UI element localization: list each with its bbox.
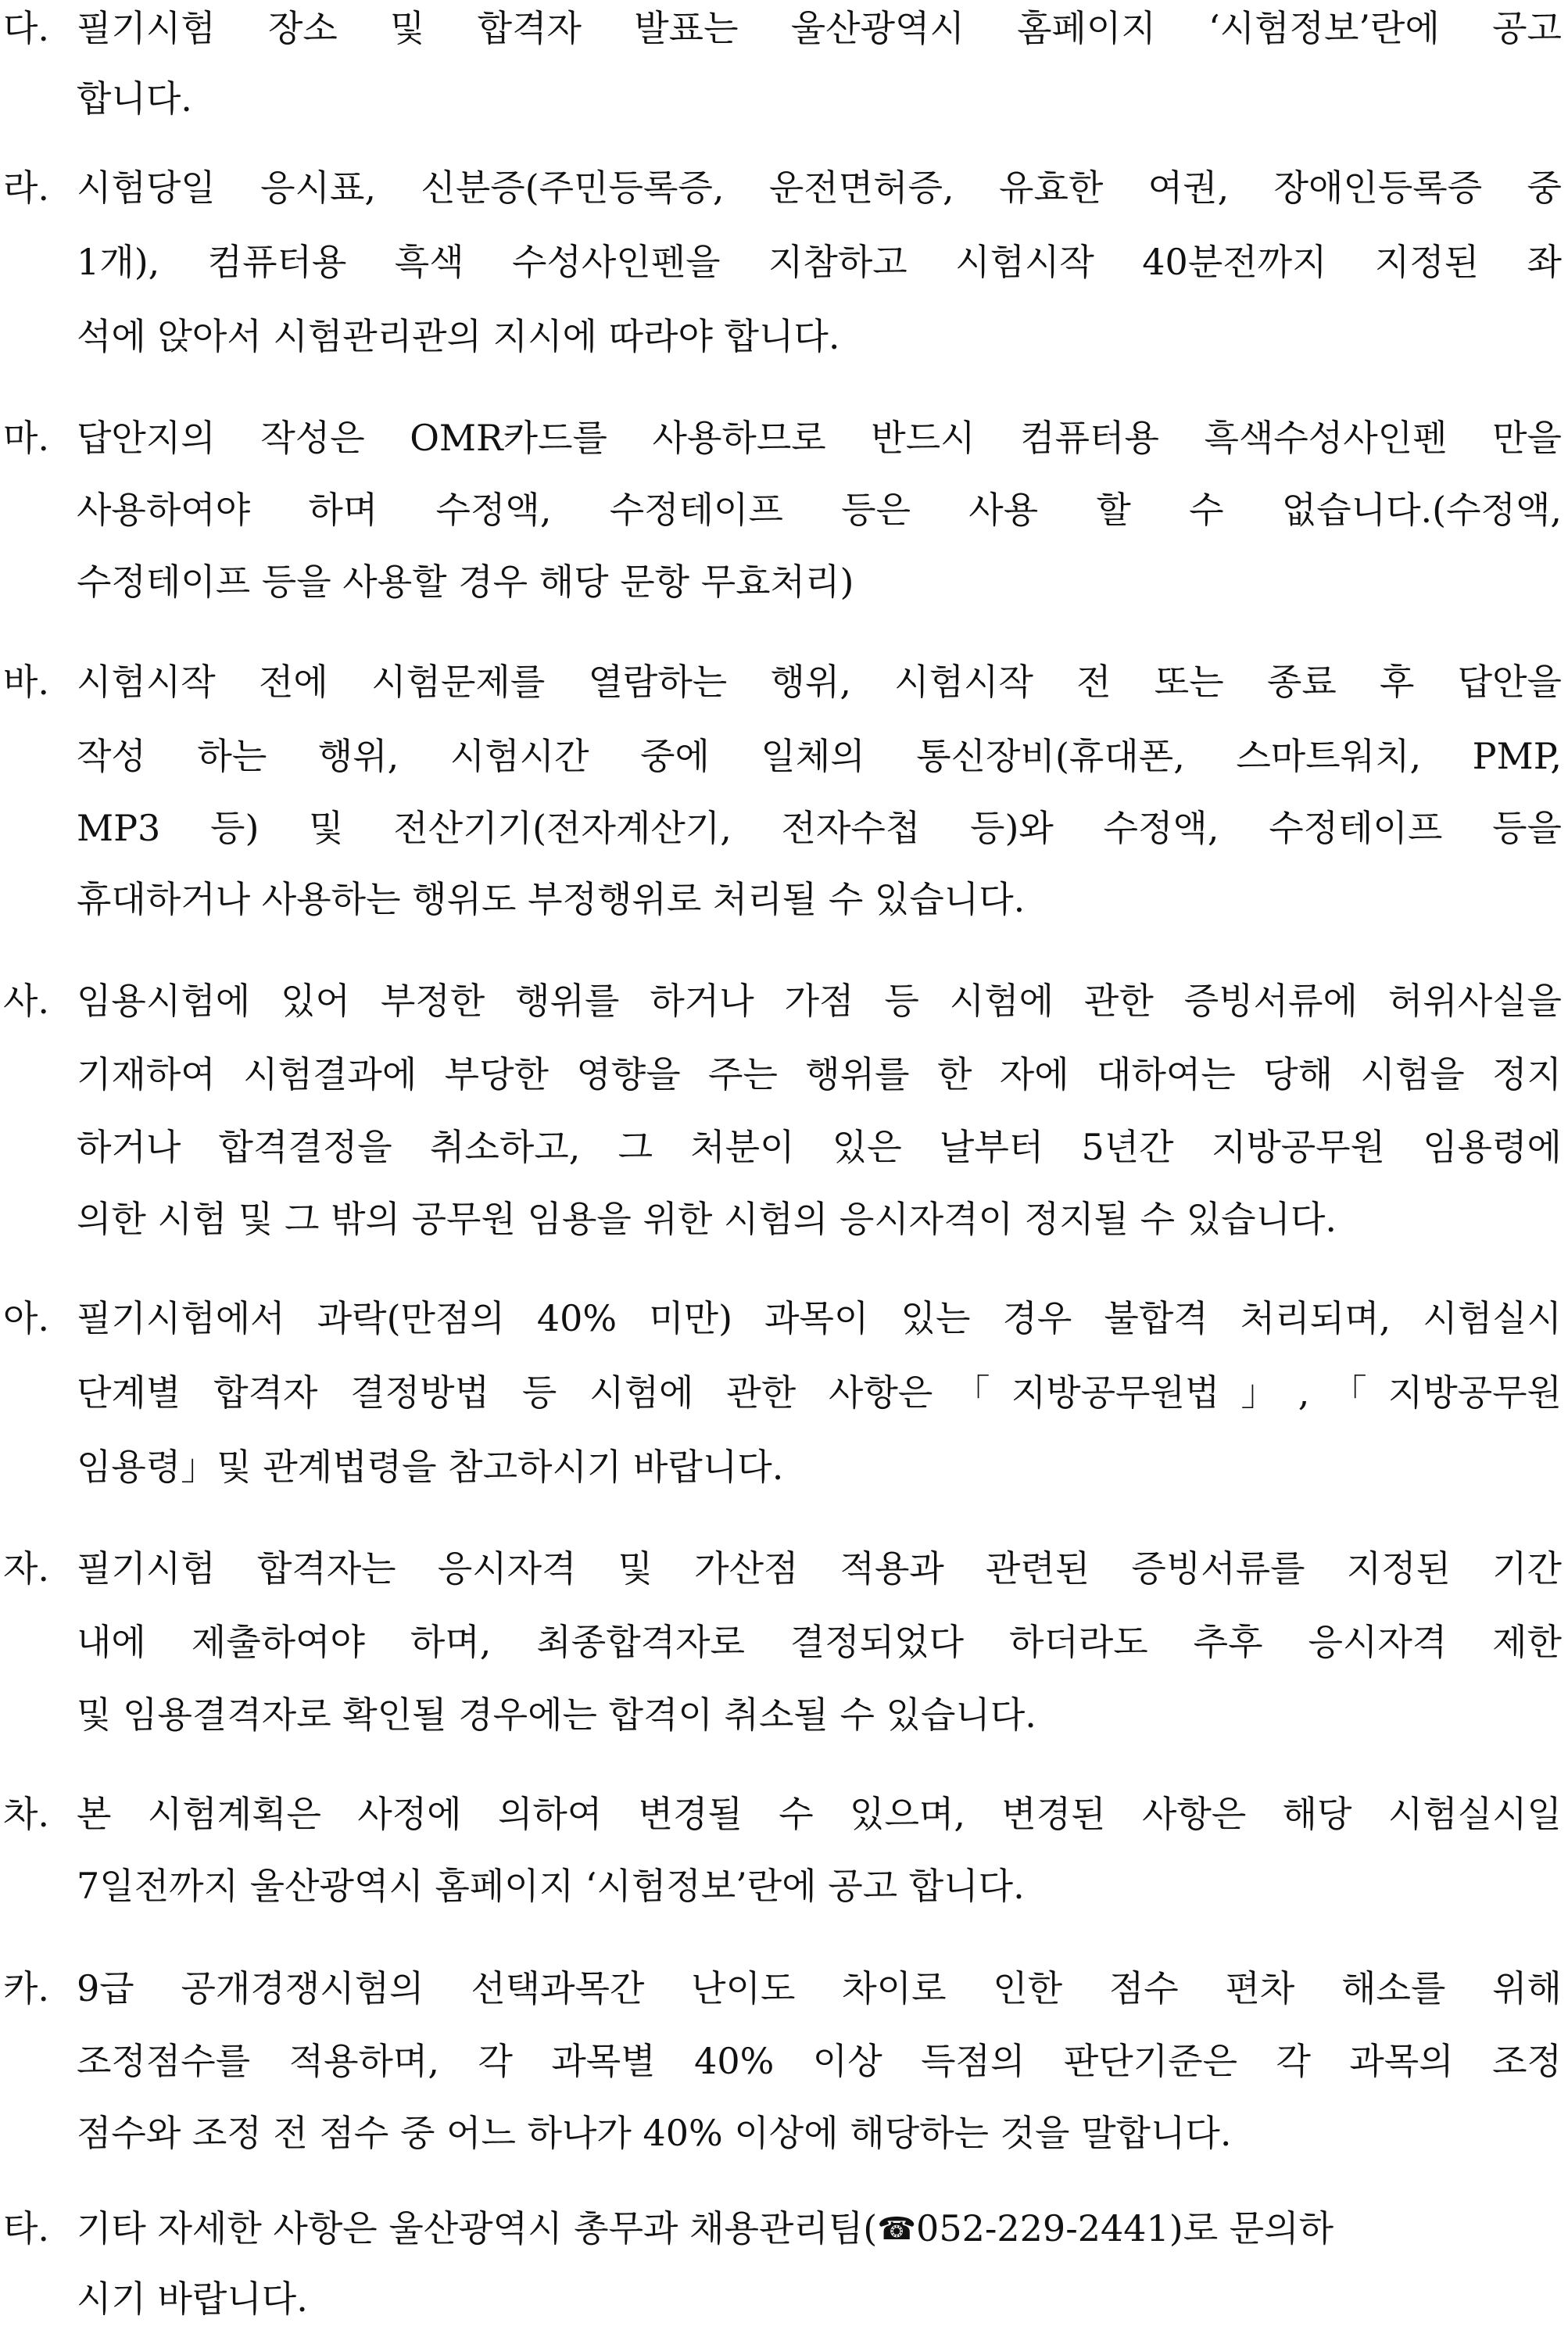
item-marker: 바. [3, 661, 50, 703]
item-line: 사용하여야 하며 수정액, 수정테이프 등은 사용 할 수 없습니다.(수정액, [77, 489, 1562, 531]
item-marker: 타. [3, 2207, 50, 2249]
item-marker: 자. [3, 1547, 50, 1590]
item-line: 작성 하는 행위, 시험시간 중에 일체의 통신장비(휴대폰, 스마트워치, PMP, [77, 735, 1562, 777]
contact-text: 기타 자세한 사항은 울산광역시 총무과 채용관리팀( [77, 2207, 878, 2249]
item-marker: 차. [3, 1793, 50, 1835]
item-line: 기재하여 시험결과에 부당한 영향을 주는 행위를 한 자에 대하여는 당해 시험을 정지 [77, 1053, 1562, 1095]
item-line: 시험당일 응시표, 신분증(주민등록증, 운전면허증, 유효한 여권, 장애인등록증 중 [77, 167, 1562, 209]
item-line: 하거나 합격결정을 취소하고, 그 처분이 있은 날부터 5년간 지방공무원 임용령에 [77, 1126, 1562, 1168]
item-line: 답안지의 작성은 OMR카드를 사용하므로 반드시 컴퓨터용 흑색수성사인펜 만을 [77, 417, 1562, 459]
item-marker: 사. [3, 980, 50, 1022]
phone-icon: ☎ [877, 2211, 917, 2247]
item-line: 필기시험에서 과락(만점의 40% 미만) 과목이 있는 경우 불합격 처리되며, 시험실시 [77, 1297, 1562, 1339]
item-line: 필기시험 합격자는 응시자격 및 가산점 적용과 관련된 증빙서류를 지정된 기간 [77, 1547, 1562, 1590]
item-line: 의한 시험 및 그 밖의 공무원 임용을 위한 시험의 응시자격이 정지될 수 있습니다. [77, 1198, 1337, 1240]
item-line: 합니다. [77, 77, 192, 120]
item-line: 1개), 컴퓨터용 흑색 수성사인펜을 지참하고 시험시작 40분전까지 지정된 좌 [77, 241, 1562, 283]
item-marker: 마. [3, 417, 50, 459]
item-line: 수정테이프 등을 사용할 경우 해당 문항 무효처리) [77, 561, 854, 603]
item-line: 시기 바랍니다. [77, 2278, 308, 2320]
item-line: 시험시작 전에 시험문제를 열람하는 행위, 시험시작 전 또는 종료 후 답안을 [77, 661, 1562, 703]
item-line: MP3 등) 및 전산기기(전자계산기, 전자수첩 등)와 수정액, 수정테이프 등을 [77, 807, 1562, 849]
item-marker: 라. [3, 167, 50, 209]
item-line [77, 2197, 1562, 2260]
item-line: 9급 공개경쟁시험의 선택과목간 난이도 차이로 인한 점수 편차 해소를 위해 [77, 1967, 1562, 2009]
item-marker: 다. [3, 7, 50, 49]
item-marker: 카. [3, 1967, 50, 2009]
item-marker: 아. [3, 1297, 50, 1339]
item-line: 7일전까지 울산광역시 홈페이지 ‘시험정보’란에 공고 합니다. [77, 1865, 1025, 1907]
item-line: 석에 앉아서 시험관리관의 지시에 따라야 합니다. [77, 315, 840, 357]
item-line: 임용시험에 있어 부정한 행위를 하거나 가점 등 시험에 관한 증빙서류에 허위사실을 [77, 980, 1562, 1022]
item-line: 내에 제출하여야 하며, 최종합격자로 결정되었다 하더라도 추후 응시자격 제한 [77, 1621, 1562, 1663]
item-line: 임용령」및 관계법령을 참고하시기 바랍니다. [77, 1446, 784, 1488]
item-line: 조정점수를 적용하며, 각 과목별 40% 이상 득점의 판단기준은 각 과목의 조정 [77, 2040, 1562, 2082]
item-line: 및 임용결격자로 확인될 경우에는 합격이 취소될 수 있습니다. [77, 1694, 1036, 1736]
item-line: 필기시험 장소 및 합격자 발표는 울산광역시 홈페이지 ‘시험정보’란에 공고 [77, 7, 1562, 49]
item-line: 본 시험계획은 사정에 의하여 변경될 수 있으며, 변경된 사항은 해당 시험실시일 [77, 1793, 1562, 1835]
item-line: 단계별 합격자 결정방법 등 시험에 관한 사항은「지방공무원법」,「지방공무원 [77, 1371, 1562, 1414]
phone-number-text: 052-229-2441)로 문의하 [916, 2207, 1334, 2249]
item-line: 점수와 조정 전 점수 중 어느 하나가 40% 이상에 해당하는 것을 말합니다. [77, 2112, 1232, 2154]
item-line: 휴대하거나 사용하는 행위도 부정행위로 처리될 수 있습니다. [77, 878, 1026, 920]
